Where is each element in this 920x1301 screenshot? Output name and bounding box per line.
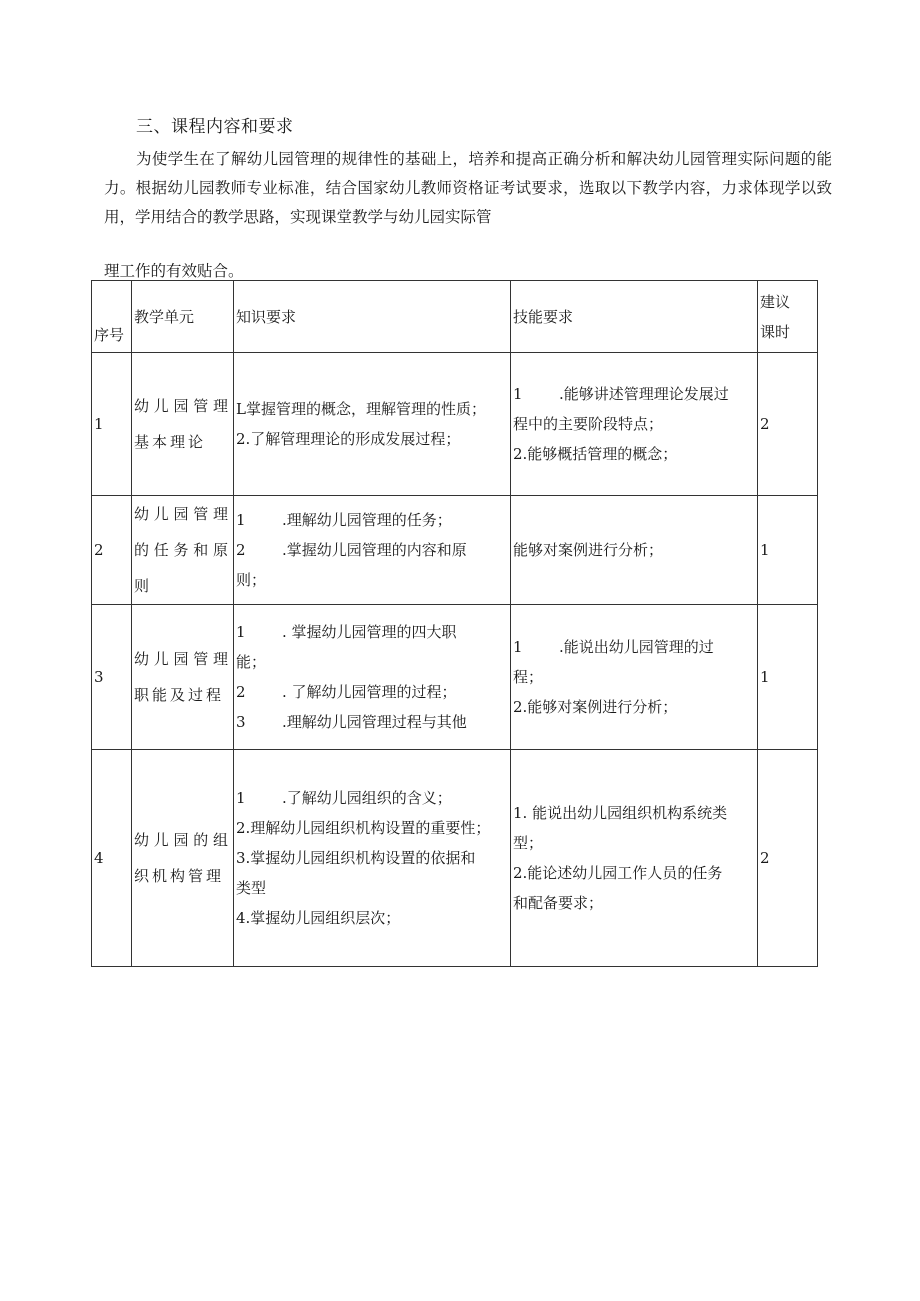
skill-line (513, 798, 755, 828)
header-no: 序号 (92, 281, 132, 353)
table-row (92, 605, 818, 750)
item-text: 1. 能说出幼儿园组织机构系统类 (513, 804, 728, 822)
cell-knowledge (234, 496, 511, 605)
intro-paragraph: 为使学生在了解幼儿园管理的规律性的基础上，培养和提高正确分析和解决幼儿园管理实际问题的能力。根据幼儿园教师专业标准，结合国家幼儿教师资格证考试要求，选取以下教学内容，力求体现学以致用，学用结合的教学思路，实现课堂教学与幼儿园实际管 (104, 150, 832, 226)
knowledge-line (236, 903, 508, 933)
item-number: 1 (236, 789, 246, 807)
cell-hours: 1 (758, 496, 818, 605)
item-text: . 掌握幼儿园管理的四大职 (282, 623, 457, 641)
table-header-row (92, 281, 818, 353)
item-text: .理解幼儿园管理过程与其他 (282, 713, 467, 731)
item-text: 2.能论述幼儿园工作人员的任务 (513, 864, 723, 882)
knowledge-line (236, 707, 508, 737)
header-knowledge: 知识要求 (234, 281, 511, 353)
item-text: 4.掌握幼儿园组织层次； (236, 909, 401, 927)
table-row (92, 353, 818, 496)
cell-hours: 2 (758, 750, 818, 967)
item-number: 1 (236, 511, 246, 529)
item-number: 2 (236, 541, 246, 559)
skill-line (513, 858, 755, 888)
knowledge-line (236, 394, 508, 424)
item-text: .能说出幼儿园管理的过 (559, 638, 714, 656)
cell-skill (511, 750, 758, 967)
section-heading: 三、课程内容和要求 (136, 117, 294, 137)
item-text: .掌握幼儿园管理的内容和原 (282, 541, 467, 559)
cell-skill (511, 496, 758, 605)
item-text: 和配备要求； (513, 894, 604, 912)
skill-line (513, 535, 755, 565)
skill-line (513, 692, 755, 722)
item-text: 3.掌握幼儿园组织机构设置的依据和 (236, 849, 476, 867)
unit-text: 幼儿园管理基本理论 (134, 397, 231, 451)
skill-line (513, 828, 755, 858)
cell-unit (132, 750, 234, 967)
cell-knowledge (234, 353, 511, 496)
knowledge-line (236, 647, 508, 677)
table-row (92, 496, 818, 605)
skill-line (513, 409, 755, 439)
item-number: 1 (513, 638, 523, 656)
item-text: . 了解幼儿园管理的过程； (282, 683, 457, 701)
table-row (92, 750, 818, 967)
cell-unit (132, 605, 234, 750)
knowledge-line (236, 505, 508, 535)
cell-unit (132, 353, 234, 496)
item-text: 程； (513, 668, 544, 686)
skill-line (513, 632, 755, 662)
cell-no: 2 (92, 496, 132, 605)
item-text: 则； (236, 571, 267, 589)
item-text: 程中的主要阶段特点； (513, 415, 664, 433)
item-number: 3 (236, 713, 246, 731)
knowledge-line (236, 617, 508, 647)
cell-unit (132, 496, 234, 605)
item-text: 能够对案例进行分析； (513, 541, 664, 559)
skill-line (513, 439, 755, 469)
item-text: 2.理解幼儿园组织机构设置的重要性； (236, 819, 491, 837)
knowledge-line (236, 535, 508, 565)
cell-no: 4 (92, 750, 132, 967)
item-text: 型； (513, 834, 544, 852)
intro-paragraph-tail: 理工作的有效贴合。 (104, 262, 244, 280)
knowledge-line (236, 873, 508, 903)
knowledge-line (236, 813, 508, 843)
item-text: 能； (236, 653, 267, 671)
item-text: 2.能够概括管理的概念； (513, 445, 678, 463)
cell-knowledge (234, 750, 511, 967)
item-number: 2 (236, 683, 246, 701)
item-text: .理解幼儿园管理的任务； (282, 511, 452, 529)
item-text: 类型 (236, 879, 267, 897)
cell-no: 3 (92, 605, 132, 750)
cell-no: 1 (92, 353, 132, 496)
knowledge-line (236, 783, 508, 813)
knowledge-line (236, 565, 508, 595)
header-hours-line2: 课时 (760, 322, 791, 341)
item-text: 2.了解管理理论的形成发展过程； (236, 430, 461, 448)
skill-line (513, 888, 755, 918)
item-text: .能够讲述管理理论发展过 (559, 385, 729, 403)
item-text: 2.能够对案例进行分析； (513, 698, 678, 716)
item-number: 1 (236, 623, 246, 641)
header-hours (758, 281, 818, 353)
cell-skill (511, 605, 758, 750)
knowledge-line (236, 677, 508, 707)
header-unit: 教学单元 (132, 281, 234, 353)
header-skill: 技能要求 (511, 281, 758, 353)
item-text: L掌握管理的概念，理解管理的性质； (236, 400, 486, 418)
cell-hours: 2 (758, 353, 818, 496)
cell-knowledge (234, 605, 511, 750)
knowledge-line (236, 843, 508, 873)
item-text: .了解幼儿园组织的含义； (282, 789, 452, 807)
skill-line (513, 662, 755, 692)
skill-line (513, 379, 755, 409)
header-hours-line1: 建议 (760, 292, 791, 311)
unit-text: 幼儿园管理职能及过程 (134, 650, 231, 704)
cell-skill (511, 353, 758, 496)
unit-text: 幼儿园管理的任务和原则 (134, 505, 231, 595)
item-number: 1 (513, 385, 523, 403)
curriculum-table (91, 280, 818, 967)
knowledge-line (236, 424, 508, 454)
unit-text: 幼儿园的组织机构管理 (134, 831, 231, 885)
cell-hours: 1 (758, 605, 818, 750)
